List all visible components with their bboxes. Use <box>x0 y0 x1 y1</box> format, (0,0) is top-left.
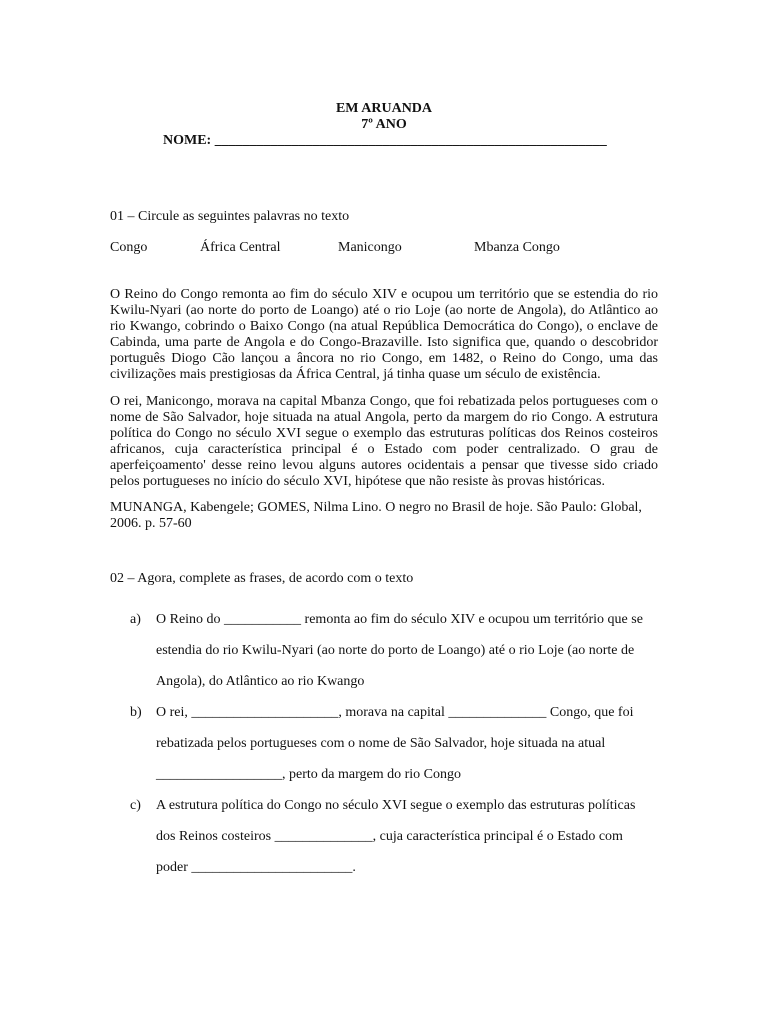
name-field: NOME: ________________________________________________________ <box>163 133 607 148</box>
question-1-title: 01 – Circule as seguintes palavras no texto <box>110 209 350 224</box>
word-list <box>0 240 768 256</box>
document-header <box>0 101 768 133</box>
word-item: Manicongo <box>338 240 402 255</box>
text-paragraph: O rei, Manicongo, morava na capital Mbanza Congo, que foi rebatizada pelos portugueses com o nome de São Salvador, hoje situada na atual Angola, perto da margem do rio Congo. A estrutura política do Congo no século XVI segue o exemplo das estruturas políticas dos Reinos costeiros africanos, cuja característica principal é o Estado com poder centralizado. O grau de aperfeiçoamento' desse reino levou alguns autores ocidentais a pensar que tivesse sido criado pelos portugueses no início do século XVI, hipótese que não resiste às provas históricas. <box>110 394 658 489</box>
item-marker: c) <box>130 798 141 813</box>
word-item: Mbanza Congo <box>474 240 560 255</box>
text-paragraph: O Reino do Congo remonta ao fim do século XIV e ocupou um território que se estendia do rio Kwilu-Nyari (ao norte do porto de Loango) até o rio Loje (ao norte de Angola), do Atlântico ao rio Kwango, cobrindo o Baixo Congo (na atual República Democrática do Congo), o enclave de Cabinda, uma parte de Angola e do Congo-Brazaville. Isto significa que, quando o descobridor português Diogo Cão lançou a âncora no rio Congo, em 1482, o Reino do Congo, uma das civilizações mais prestigiosas da África Central, já tinha quase um século de existência. <box>110 287 658 382</box>
grade-label: 7º ANO <box>361 117 407 132</box>
question-2-title: 02 – Agora, complete as frases, de acordo com o texto <box>110 571 414 586</box>
item-marker: b) <box>130 705 142 720</box>
item-text: O rei, _____________________, morava na capital ______________ Congo, que foi rebatizada pelos portugueses com o nome de São Salvador, hoje situada na atual __________________, perto da margem do rio Congo <box>156 705 634 782</box>
word-item: Congo <box>110 240 148 255</box>
word-item: África Central <box>200 240 281 255</box>
bibliographic-reference: MUNANGA, Kabengele; GOMES, Nilma Lino. O negro no Brasil de hoje. São Paulo: Global, 2006. p. 57-60 <box>110 500 642 531</box>
school-name: EM ARUANDA <box>335 101 433 116</box>
item-marker: a) <box>130 612 141 627</box>
item-text: A estrutura política do Congo no século XVI segue o exemplo das estruturas políticas dos Reinos costeiros ______________, cuja característica principal é o Estado com poder _______________________. <box>156 798 636 875</box>
item-text: O Reino do ___________ remonta ao fim do século XIV e ocupou um território que se estendia do rio Kwilu-Nyari (ao norte do porto de Loango) até o rio Loje (ao norte de Angola), do Atlântico ao rio Kwango <box>156 612 643 689</box>
